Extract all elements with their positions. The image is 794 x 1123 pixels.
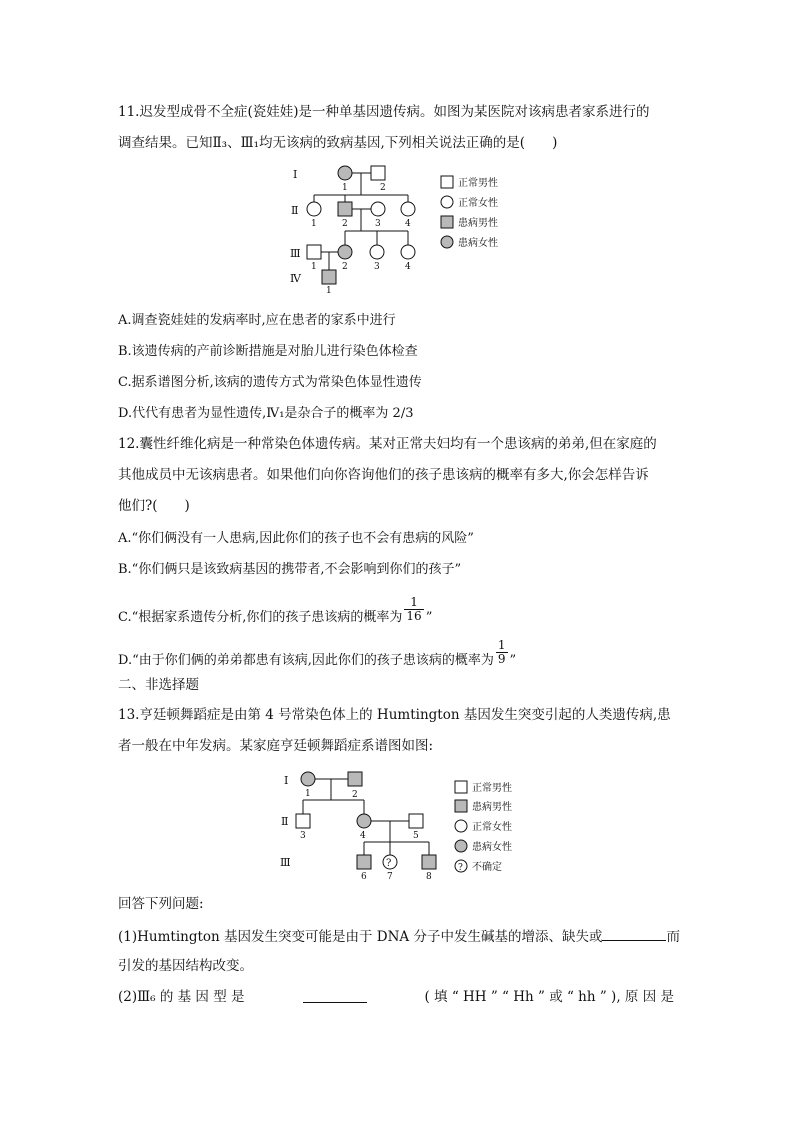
q11-option-a[interactable]: A.调查瓷娃娃的发病率时,应在患者的家系中进行 — [118, 313, 396, 328]
q11-option-c[interactable]: C.据系谱图分析,该病的遗传方式为常染色体显性遗传 — [118, 375, 422, 390]
ped1-number: 3 — [375, 219, 381, 229]
q11-line-2: 调查结果。已知Ⅱ₃、Ⅲ₁均无该病的致病基因,下列相关说法正确的是( ) — [118, 135, 558, 151]
ped1-III1-normal-male — [307, 245, 321, 259]
ped1-number: 4 — [405, 262, 411, 272]
q13-sub2 — [118, 988, 674, 1006]
ped1-number: 3 — [374, 262, 380, 272]
ped2-III8-affected-male — [422, 855, 436, 869]
ped2-III6-affected-male — [357, 855, 371, 869]
ped1-legend-normal-male-symbol — [441, 176, 453, 188]
ped2-number: 4 — [360, 831, 366, 841]
ped2-legend-unknown-mark: ? — [458, 863, 463, 873]
section-heading: 二、非选择题 — [118, 677, 199, 693]
q12-option-d[interactable] — [118, 638, 517, 674]
ped1-II4-normal-female — [401, 202, 415, 216]
ped1-gen-label: Ⅱ — [291, 204, 299, 217]
fraction-denominator: 9 — [497, 652, 506, 666]
q13-sub2-blank[interactable] — [303, 988, 367, 1003]
q13-sub1 — [118, 926, 680, 946]
q11-line-1: 11.迟发型成骨不全症(瓷娃娃)是一种单基因遗传病。如图为某医院对该病患者家系进行的 — [118, 104, 650, 120]
ped1-number: 1 — [311, 219, 317, 229]
ped2-number: 2 — [352, 790, 358, 800]
ped2-II4-affected-female — [357, 814, 371, 828]
ped2-legend-label: 患病女性 — [472, 842, 512, 853]
ped2-number: 1 — [305, 789, 311, 799]
q12-option-d-fraction — [496, 639, 508, 666]
ped1-legend-label: 患病女性 — [458, 238, 498, 249]
ped2-legend-label: 正常男性 — [472, 783, 512, 794]
ped1-number: 4 — [405, 219, 411, 229]
ped1-legend-label: 患病男性 — [458, 218, 498, 229]
fraction-denominator: 16 — [406, 609, 422, 623]
ped2-legend-label: 正常女性 — [472, 822, 512, 833]
ped1-number: 2 — [380, 183, 386, 193]
ped1-III2-affected-female — [338, 245, 352, 259]
ped1-number: 1 — [311, 262, 317, 272]
q12-line-1: 12.囊性纤维化病是一种常染色体遗传病。某对正常夫妇均有一个患该病的弟弟,但在家庭的 — [118, 436, 657, 452]
ped1-II2-affected-male — [338, 202, 352, 216]
ped2-gen-label: Ⅲ — [280, 856, 291, 869]
ped1-legend-label: 正常男性 — [458, 178, 498, 189]
ped2-legend-affected-male-symbol — [455, 800, 467, 812]
q13-pedigree-chart — [275, 765, 540, 880]
ped1-IV1-affected-male — [322, 270, 336, 284]
ped2-legend-label: 患病男性 — [472, 802, 512, 813]
q13-sub1-text: (1)Humtington 基因发生突变可能是由于 DNA 分子中发生碱基的增添、缺失或 — [118, 929, 603, 945]
ped2-unknown-mark: ? — [386, 858, 392, 869]
ped1-I1-affected-female — [338, 166, 352, 180]
q13-line-2: 者一般在中年发病。某家庭亨廷顿舞蹈症系谱图如图: — [118, 738, 434, 754]
q12-option-c[interactable] — [118, 595, 433, 631]
ped1-III3-normal-female — [370, 245, 384, 259]
q13-sub2-text-end: ( 填 “ HH ” “ Hh ” 或 “ hh ” ), 原 因 是 — [424, 989, 674, 1005]
q13-sub1-text-end: 而 — [666, 929, 680, 945]
ped2-number: 8 — [426, 872, 432, 880]
q13-sub1-line-2: 引发的基因结构改变。 — [118, 958, 253, 974]
ped2-I1-affected-female — [301, 772, 315, 786]
ped1-legend-normal-female-symbol — [441, 196, 453, 208]
ped1-number: 1 — [326, 286, 332, 295]
ped1-gen-label: Ⅲ — [290, 247, 301, 260]
q11-option-d[interactable]: D.代代有患者为显性遗传,Ⅳ₁是杂合子的概率为 2/3 — [118, 406, 414, 421]
ped1-III4-normal-female — [401, 245, 415, 259]
ped1-I2-normal-male — [371, 166, 385, 180]
ped1-number: 2 — [342, 262, 348, 272]
q13-sub1-blank[interactable] — [602, 926, 666, 941]
q13-sub2-text: (2)Ⅲ₆ 的 基 因 型 是 — [118, 989, 245, 1005]
ped2-number: 6 — [361, 872, 367, 880]
q12-line-3: 他们?( ) — [118, 498, 190, 514]
ped1-II1-normal-female — [307, 202, 321, 216]
q12-option-c-close-quote: ” — [425, 610, 433, 625]
ped2-number: 7 — [387, 872, 393, 880]
ped1-gen-label: Ⅳ — [290, 272, 301, 285]
ped2-legend-normal-male-symbol — [455, 781, 467, 793]
ped2-legend-label: 不确定 — [472, 862, 502, 873]
q12-option-d-close-quote: ” — [509, 653, 517, 668]
ped2-number: 3 — [300, 831, 306, 841]
q12-line-2: 其他成员中无该病患者。如果他们向你咨询他们的孩子患该病的概率有多大,你会怎样告诉 — [118, 467, 649, 483]
ped2-I2-affected-male — [348, 772, 362, 786]
ped2-legend-normal-female-symbol — [455, 820, 467, 832]
fraction-numerator: 1 — [497, 638, 506, 652]
q12-option-d-text: D.“由于你们俩的弟弟都患有该病,因此你们的孩子患该病的概率为 — [118, 653, 494, 668]
ped2-gen-label: Ⅱ — [281, 815, 289, 828]
q12-option-b[interactable]: B.“你们俩只是该致病基因的携带者,不会影响到你们的孩子” — [118, 562, 462, 577]
q12-option-a[interactable]: A.“你们俩没有一人患病,因此你们的孩子也不会有患病的风险” — [118, 531, 474, 546]
ped2-II3-normal-male — [296, 814, 310, 828]
ped1-number: 1 — [342, 183, 348, 193]
ped1-legend-affected-male-symbol — [441, 216, 453, 228]
ped1-number: 2 — [342, 219, 348, 229]
q13-answer-intro: 回答下列问题: — [118, 896, 204, 912]
ped1-II3-normal-female — [371, 202, 385, 216]
q11-option-b[interactable]: B.该遗传病的产前诊断措施是对胎儿进行染色体检查 — [118, 344, 418, 359]
ped1-gen-label: Ⅰ — [293, 168, 298, 181]
q12-option-c-fraction — [404, 596, 423, 623]
q11-pedigree-chart — [280, 160, 540, 295]
ped2-legend-affected-female-symbol — [455, 840, 467, 852]
q13-line-1: 13.亨廷顿舞蹈症是由第 4 号常染色体上的 Humtington 基因发生突变引起的人类遗传病,患 — [118, 707, 671, 723]
ped2-number: 5 — [413, 831, 419, 841]
ped2-II5-normal-male — [409, 814, 423, 828]
ped2-gen-label: Ⅰ — [284, 774, 289, 787]
ped1-legend-label: 正常女性 — [458, 198, 498, 209]
fraction-numerator: 1 — [404, 596, 423, 610]
ped1-legend-affected-female-symbol — [441, 236, 453, 248]
q12-option-c-text: C.“根据家系遗传分析,你们的孩子患该病的概率为 — [118, 610, 403, 625]
